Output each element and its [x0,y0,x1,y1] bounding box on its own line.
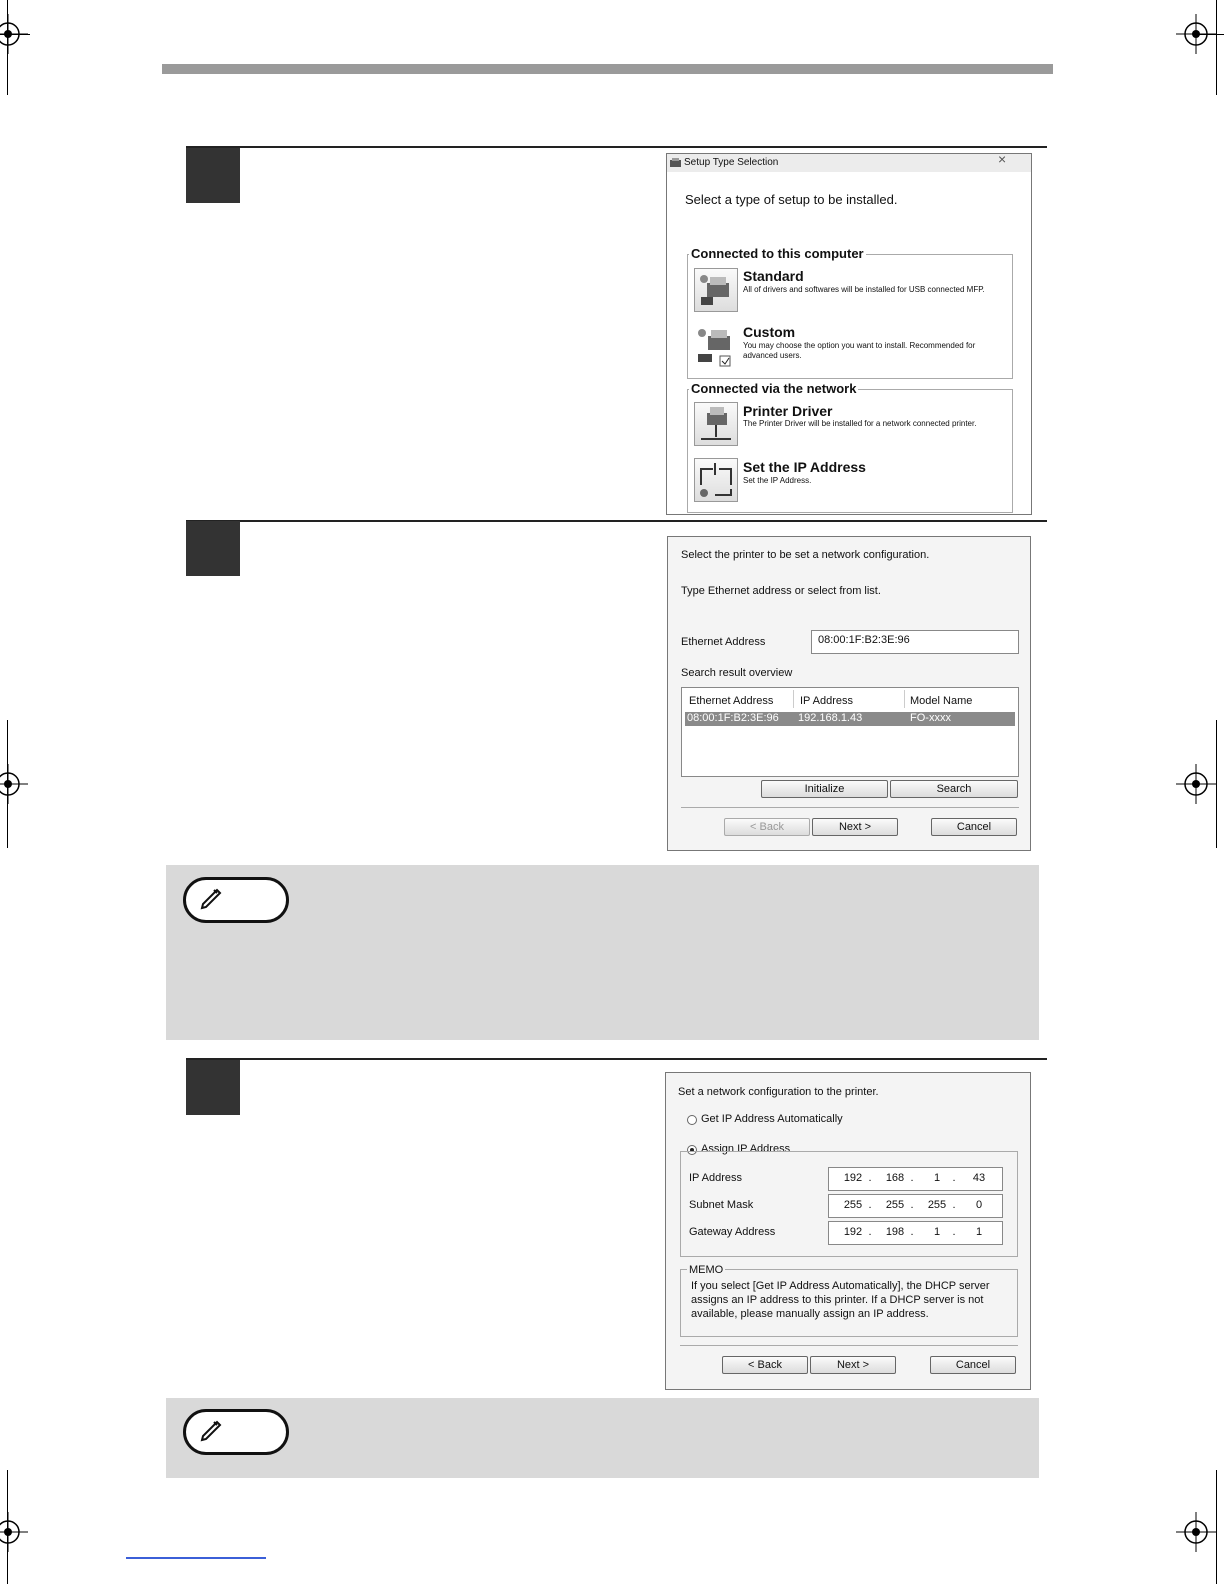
column-divider [793,690,794,708]
crop-mark [1216,1470,1217,1584]
subnet-octet: 255 [885,1199,905,1211]
ip-address-label: IP Address [689,1172,742,1184]
subnet-dot: . [868,1199,872,1211]
memo-line: available, please manually assign an IP address. [691,1308,929,1320]
row-ethernet: 08:00:1F:B2:3E:96 [687,712,779,724]
ip-octet: 1 [933,1172,941,1184]
column-divider [904,690,905,708]
ip-dot: . [868,1172,872,1184]
step-number-box [186,1060,240,1115]
network-config-dialog [665,1072,1031,1390]
search-result-list [681,687,1019,777]
cancel-button[interactable]: Cancel [930,1356,1016,1374]
search-result-label: Search result overview [681,667,793,679]
standard-option-icon[interactable] [694,268,738,312]
note-box [166,1398,1039,1478]
crop-mark [1216,720,1217,848]
note-icon [183,1409,289,1455]
step-divider [186,520,1047,522]
select-instruction: Select the printer to be set a network configuration. [681,549,930,561]
gateway-input[interactable] [828,1221,1003,1245]
auto-ip-label[interactable]: Get IP Address Automatically [701,1113,843,1125]
auto-ip-radio[interactable] [687,1115,697,1125]
search-button[interactable]: Search [890,780,1018,798]
ip-octet: 43 [972,1172,986,1184]
option-standard-desc: All of drivers and softwares will be installed for USB connected MFP. [743,285,985,294]
gateway-octet: 1 [975,1226,983,1238]
close-icon[interactable]: × [998,151,1007,167]
gateway-octet: 198 [885,1226,905,1238]
ip-dot: . [910,1172,914,1184]
row-ip: 192.168.1.43 [798,712,863,724]
registration-mark-icon [0,14,28,54]
subnet-octet: 0 [975,1199,983,1211]
option-set-ip-desc: Set the IP Address. [743,476,812,485]
back-button[interactable]: < Back [724,818,810,836]
step-number-box [186,521,240,576]
next-button[interactable]: Next > [812,818,898,836]
next-button[interactable]: Next > [810,1356,896,1374]
back-button[interactable]: < Back [722,1356,808,1374]
memo-line: assigns an IP address to this printer. If a DHCP server is not [691,1294,984,1306]
initialize-button[interactable]: Initialize [761,780,888,798]
subnet-octet: 255 [927,1199,947,1211]
registration-mark-icon [1176,14,1216,54]
step-divider [186,1058,1047,1060]
ethernet-address-label: Ethernet Address [681,636,766,648]
row-model: FO-xxxx [910,712,951,724]
installer-icon [669,157,682,169]
option-custom-desc: You may choose the option you want to install. Recommended for advanced users. [743,341,976,360]
note-box [166,865,1039,1040]
crop-mark [1216,0,1217,95]
option-set-ip-title[interactable]: Set the IP Address [743,459,866,475]
subnet-dot: . [952,1199,956,1211]
subnet-mask-label: Subnet Mask [689,1199,754,1211]
column-header-ip[interactable]: IP Address [800,695,853,707]
setup-prompt: Select a type of setup to be installed. [685,192,898,207]
footer-underline [126,1557,266,1559]
set-ip-option-icon[interactable] [694,458,738,502]
ip-octet: 168 [885,1172,905,1184]
subnet-dot: . [910,1199,914,1211]
memo-line: If you select [Get IP Address Automatically], the DHCP server [691,1280,990,1292]
column-header-ethernet[interactable]: Ethernet Address [689,695,774,707]
registration-mark-icon [1176,764,1216,804]
subnet-octet: 255 [843,1199,863,1211]
header-bar [162,64,1053,74]
group-local-title: Connected to this computer [691,246,864,261]
select-printer-dialog [667,536,1031,851]
custom-option-icon[interactable] [694,324,738,368]
group-network-title: Connected via the network [691,381,857,396]
assign-ip-label[interactable]: Assign IP Address [701,1143,791,1155]
step-number-box [186,148,240,203]
registration-mark-icon [0,764,28,804]
column-header-model[interactable]: Model Name [910,695,973,707]
option-standard-title[interactable]: Standard [743,268,804,284]
ip-octet: 192 [843,1172,863,1184]
printer-driver-option-icon[interactable] [694,402,738,446]
ethernet-address-input[interactable]: 08:00:1F:B2:3E:96 [811,630,1019,654]
gateway-dot: . [952,1226,956,1238]
step-divider [186,146,1047,148]
option-custom-title[interactable]: Custom [743,324,796,340]
gateway-dot: . [868,1226,872,1238]
option-printer-driver-desc: The Printer Driver will be installed for a network connected printer. [743,419,977,428]
separator [680,1345,1018,1346]
gateway-label: Gateway Address [689,1226,776,1238]
ip-dot: . [952,1172,956,1184]
dialog-title: Setup Type Selection [684,157,779,168]
gateway-octet: 192 [843,1226,863,1238]
setup-type-dialog [666,153,1032,515]
subnet-mask-input[interactable] [828,1194,1003,1218]
gateway-dot: . [910,1226,914,1238]
cancel-button[interactable]: Cancel [931,818,1017,836]
registration-mark-icon [0,1512,28,1552]
separator [681,807,1019,808]
ip-address-input[interactable] [828,1167,1003,1191]
config-instruction: Set a network configuration to the printer. [678,1086,879,1098]
note-icon [183,877,289,923]
gateway-octet: 1 [933,1226,941,1238]
registration-mark-icon [1176,1512,1216,1552]
type-instruction: Type Ethernet address or select from list. [681,585,881,597]
memo-title: MEMO [689,1264,724,1276]
option-printer-driver-title[interactable]: Printer Driver [743,403,833,419]
